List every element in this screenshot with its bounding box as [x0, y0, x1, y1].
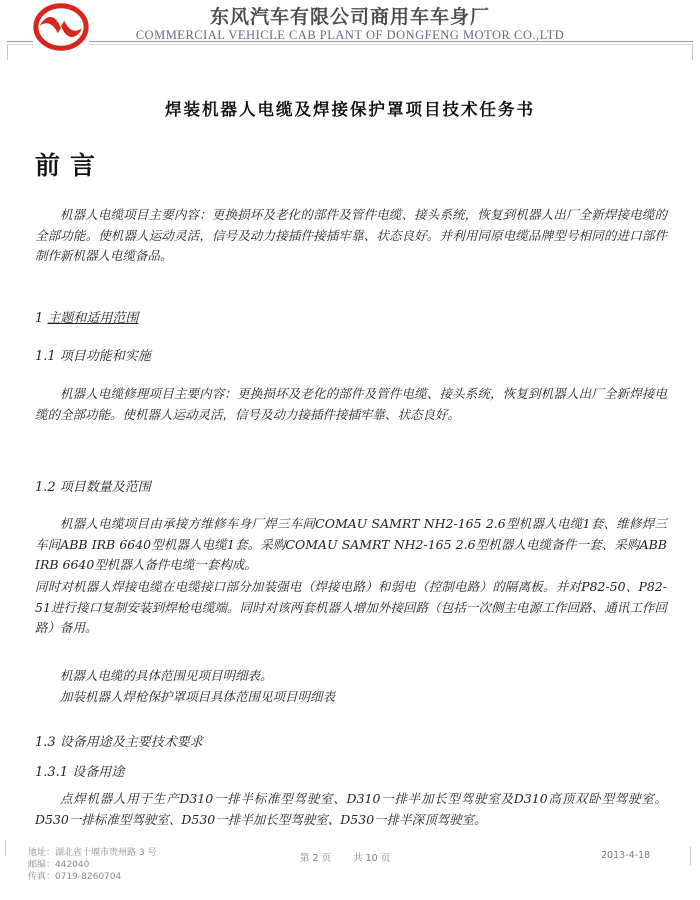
section-heading-1-2: 1.2 项目数量及范围: [35, 480, 151, 495]
paragraph-1-2-cover-detail-note: 加装机器人焊枪保护罩项目具体范围见项目明细表: [60, 689, 336, 704]
company-name-chinese: 东风汽车有限公司商用车车身厂: [209, 6, 490, 28]
paragraph-1-2-scope: 机器人电缆项目由承接方维修车身厂焊三车间COMAU SAMRT NH2-165 2.6型机器人电缆1套、维修焊三车间ABB IRB 6640型机器人电缆1套。采购COMAU SAMRT NH2-165 2.6型机器人电缆备件一套、采购ABB IRB 6640型机器人备件电缆一套构成。: [35, 516, 667, 572]
footer-fax: 传真：0719-8260704: [28, 872, 122, 882]
footer-address: 地址：湖北省十堰市贵州路 3 号: [28, 848, 157, 858]
section-heading-1-1: 1.1 项目功能和实施: [35, 349, 151, 364]
text-boundary-mark-top-right: [692, 45, 693, 60]
section-heading-1: [35, 309, 667, 330]
footer-contact-block: [28, 847, 156, 883]
section-heading-1-3: 1.3 设备用途及主要技术要求: [35, 735, 203, 750]
footer-page-current: 第 2 页: [300, 853, 332, 864]
preface-heading: 前言: [35, 151, 106, 180]
paragraph-1-3-1-usage: 点焊机器人用于生产D310一排半标准型驾驶室、D310一排半加长型驾驶室及D310高顶双卧型驾驶室。D530一排标准型驾驶室、D530一排半加长型驾驶室、D530一排半深顶驾驶室。: [35, 791, 667, 827]
footer-postcode: 邮编：442040: [28, 860, 90, 870]
text-boundary-mark-bottom-right: [690, 847, 691, 865]
dongfeng-logo-icon: [33, 3, 89, 51]
paragraph-1-1: 机器人电缆修理项目主要内容：更换损坏及老化的部件及管件电缆、接头系统，恢复到机器人出厂全新焊接电缆的全部功能。使机器人运动灵活，信号及动力接插件接插牢靠、状态良好。: [35, 386, 667, 422]
text-boundary-mark-bottom-left: [5, 840, 6, 856]
text-boundary-mark-top-left: [7, 45, 8, 60]
footer-date: 2013-4-18: [601, 850, 651, 861]
paragraph-1-2-isolation: 同时对机器人焊接电缆在电缆接口部分加装强电（焊接电路）和弱电（控制电路）的隔离板。并对P82-50、P82-51进行接口复制安装到焊枪电缆端。同时对该两套机器人增加外接回路（包括一次侧主电源工作回路、通讯工作回路）备用。: [35, 579, 667, 635]
page-header: [0, 7, 700, 43]
section-1-number: 1: [35, 311, 44, 326]
preface-paragraph: 机器人电缆项目主要内容：更换损坏及老化的部件及管件电缆、接头系统，恢复到机器人出厂全新焊接电缆的全部功能。使机器人运动灵活，信号及动力接插件接插牢靠、状态良好。并利用同原电缆品牌型号相同的进口部件制作新机器人电缆备品。: [35, 207, 667, 263]
footer-page-total: 共 10 页: [353, 853, 391, 864]
paragraph-1-2-cable-detail-note: 机器人电缆的具体范围见项目明细表。: [60, 668, 273, 683]
section-1-title: 主题和适用范围: [47, 311, 139, 326]
footer-page-info: [300, 850, 390, 864]
section-heading-1-3-1: 1.3.1 设备用途: [35, 765, 125, 780]
document-title: 焊装机器人电缆及焊接保护罩项目技术任务书: [165, 100, 535, 119]
header-divider: [7, 41, 693, 45]
company-name-english: COMMERCIAL VEHICLE CAB PLANT OF DONGFENG MOTOR CO.,LTD: [135, 28, 565, 42]
